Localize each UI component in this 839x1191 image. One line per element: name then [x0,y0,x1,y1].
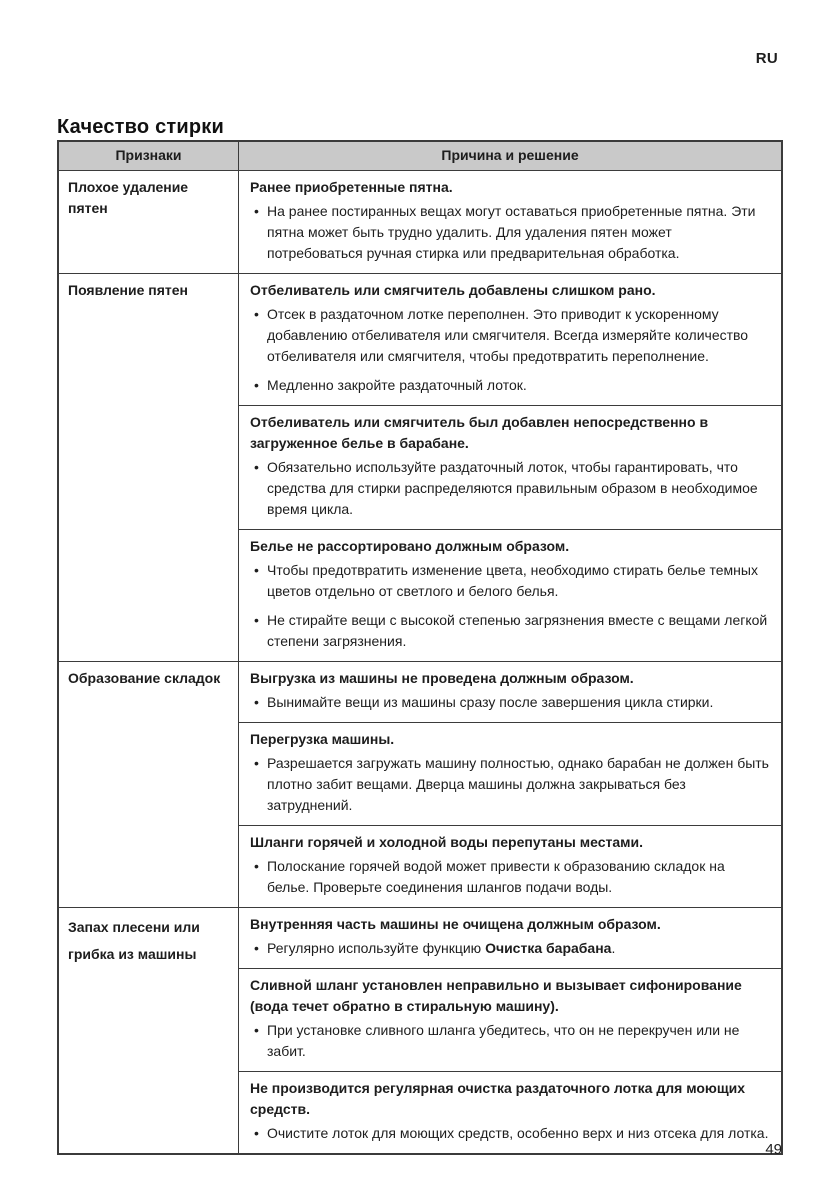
bullet-list [250,457,769,520]
bullet-list [250,560,769,652]
feature-name-bold: Очистка барабана [485,940,612,956]
table-header-row [59,142,781,171]
cause-section [239,406,781,530]
bullet-list [250,753,769,816]
bullet-item: • Очистите лоток для моющих средств, особенно верх и низ отсека для лотка. [250,1123,769,1144]
bullet-item: • Разрешается загружать машину полностью, однако барабан не должен быть плотно забит вещами. Дверца машины должна закрываться без затруднений. [250,753,769,816]
cause-heading: Отбеливатель или смягчитель добавлены слишком рано. [250,282,656,298]
table-row [59,662,781,908]
cause-heading: Перегрузка машины. [250,731,395,747]
table-row [59,171,781,274]
cause-section [239,826,781,907]
bullet-item: • Не стирайте вещи с высокой степенью загрязнения вместе с вещами легкой степени загрязнения. [250,610,769,652]
bullet-list [250,692,769,713]
bullet-list [250,304,769,396]
cause-heading: Выгрузка из машины не проведена должным образом. [250,670,634,686]
bullet-item: • Отсек в раздаточном лотке переполнен. Это приводит к ускоренному добавлению отбеливателя или смягчителя. Всегда измеряйте количество отбеливателя или смягчителя, чтобы предотвратить переполнение. [250,304,769,367]
symptom-cell: Плохое удаление пятен [59,171,239,273]
bullet-list [250,201,769,264]
language-badge: RU [755,50,778,67]
bullet-item [250,938,769,959]
troubleshooting-table [57,140,783,1155]
cause-heading: Белье не рассортировано должным образом. [250,538,570,554]
symptom-cell: Появление пятен [59,274,239,661]
table-row [59,908,781,1153]
cause-section [239,274,781,406]
bullet-text: Регулярно используйте функцию [267,940,486,956]
cause-heading: Шланги горячей и холодной воды перепутаны местами. [250,834,643,850]
cause-section [239,171,781,273]
bullet-list [250,856,769,898]
column-header-symptom: Признаки [59,142,239,170]
bullet-item: • При установке сливного шланга убедитесь, что он не перекручен или не забит. [250,1020,769,1062]
bullet-item: • Медленно закройте раздаточный лоток. [250,375,769,396]
bullet-text: . [611,940,616,956]
cause-heading: Сливной шланг установлен неправильно и вызывает сифонирование (вода течет обратно в стиральную машину). [250,977,742,1014]
page-title: Качество стирки [57,116,225,139]
cause-heading: Не производится регулярная очистка раздаточного лотка для моющих средств. [250,1080,746,1117]
bullet-item: • Вынимайте вещи из машины сразу после завершения цикла стирки. [250,692,769,713]
cause-cell [239,171,781,273]
bullet-item: • Полоскание горячей водой может привести к образованию складок на белье. Проверьте соединения шлангов подачи воды. [250,856,769,898]
bullet-item: • Чтобы предотвратить изменение цвета, необходимо стирать белье темных цветов отдельно от светлого и белого белья. [250,560,769,602]
cause-section [239,662,781,723]
table-row [59,274,781,662]
cause-heading: Отбеливатель или смягчитель был добавлен непосредственно в загруженное белье в барабане. [250,414,709,451]
cause-heading: Внутренняя часть машины не очищена должным образом. [250,916,661,932]
bullet-list [250,1020,769,1062]
cause-section [239,969,781,1072]
column-header-cause: Причина и решение [441,147,579,163]
cause-section [239,908,781,969]
symptom-cell: Запах плесени или грибка из машины [59,908,239,1153]
cause-cell [239,908,781,1153]
symptom-cell: Образование складок [59,662,239,907]
cause-heading: Ранее приобретенные пятна. [250,179,453,195]
cause-cell [239,662,781,907]
bullet-list [250,1123,769,1144]
page-number: 49 [765,1141,782,1158]
cause-section [239,1072,781,1153]
cause-cell [239,274,781,661]
bullet-list [250,938,769,959]
bullet-item: • Обязательно используйте раздаточный лоток, чтобы гарантировать, что средства для стирки распределяются правильным образом в необходимое время цикла. [250,457,769,520]
bullet-item: • На ранее постиранных вещах могут оставаться приобретенные пятна. Эти пятна может быть трудно удалить. Для удаления пятен может потребоваться ручная стирка или предварительная обработка. [250,201,769,264]
cause-section [239,723,781,826]
cause-section [239,530,781,661]
